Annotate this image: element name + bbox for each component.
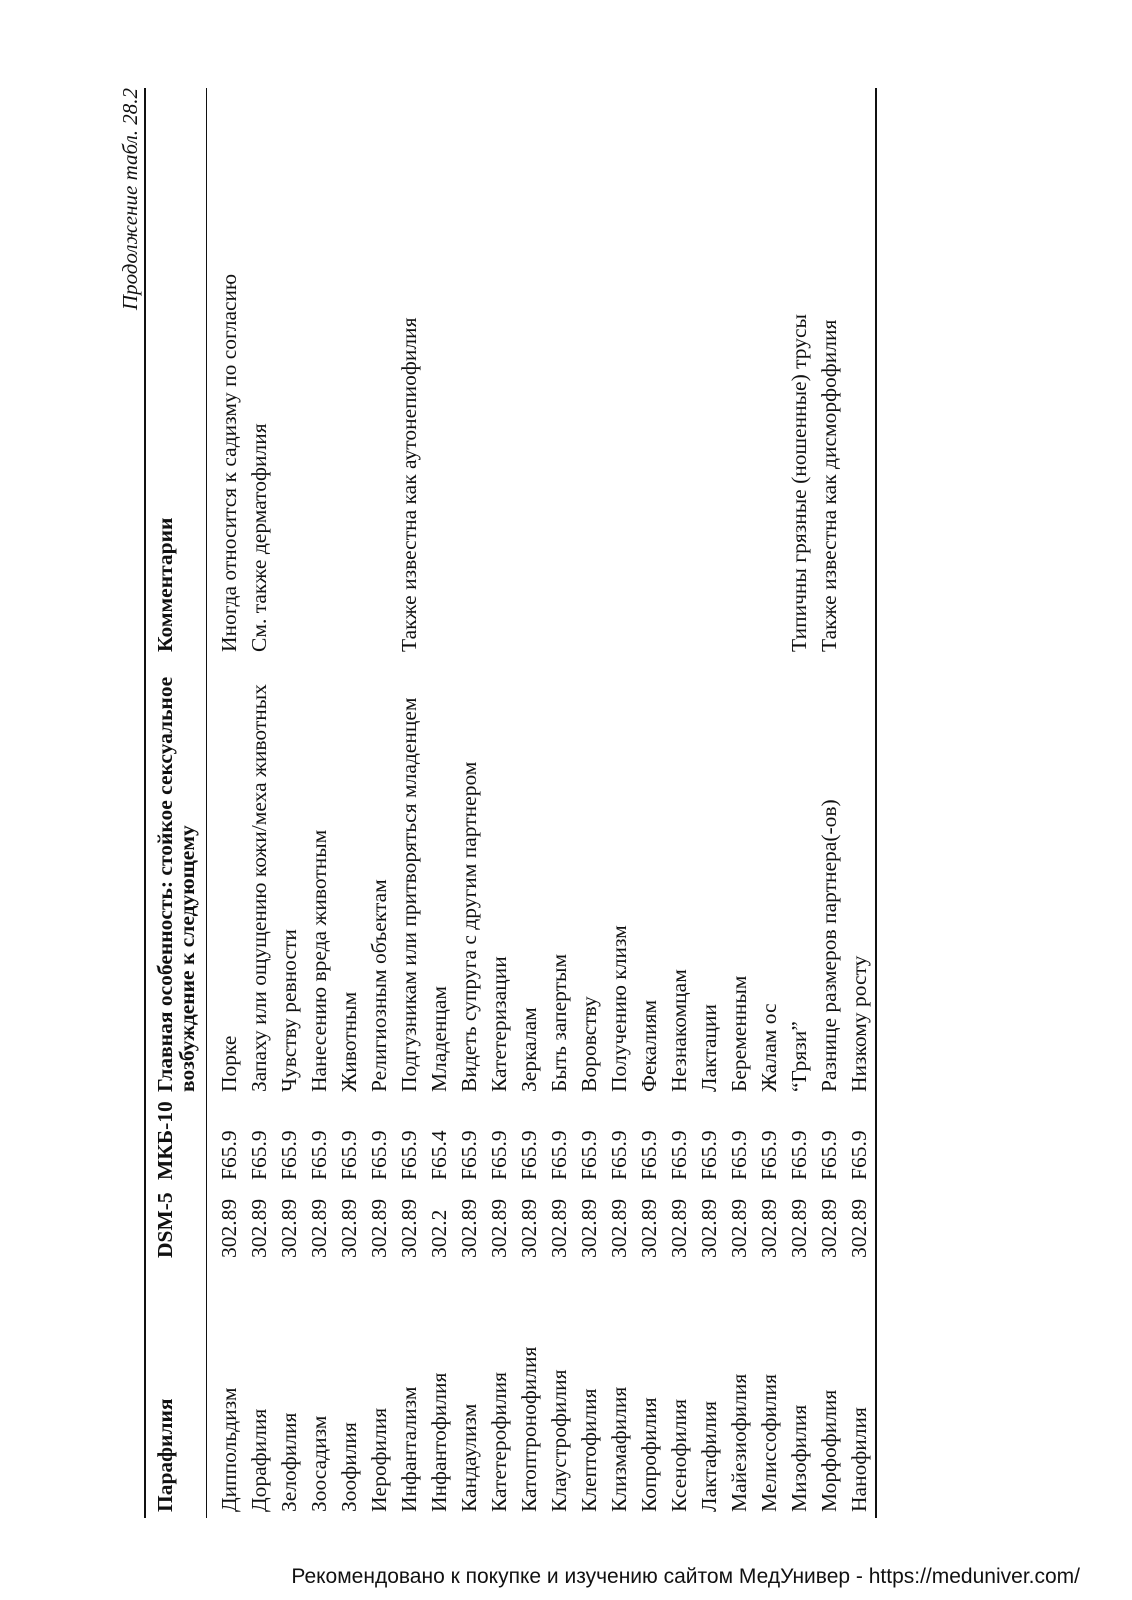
table-header-row [145,88,207,1518]
cell-dsm5: 302.89 [757,1198,781,1258]
cell-main-feature: Быть запертым [547,953,571,1092]
cell-dsm5: 302.89 [307,1198,331,1258]
cell-paraphilia: Кандаулизм [457,1403,481,1512]
table-row [515,88,545,1518]
cell-main-feature: Лактации [697,1003,721,1092]
cell-main-feature: Беременным [727,975,751,1092]
table-row [395,88,425,1518]
cell-paraphilia: Зелофилия [277,1412,301,1512]
cell-comment [725,88,755,658]
cell-paraphilia: Катетерофилия [487,1372,511,1512]
table-row [425,88,455,1518]
cell-comment [755,88,785,658]
cell-paraphilia: Копрофилия [637,1397,661,1512]
cell-icd10: F65.9 [607,1130,631,1180]
table-row [755,88,785,1518]
cell-paraphilia: Морфофилия [817,1389,841,1512]
cell-icd10: F65.9 [817,1130,841,1180]
cell-main-feature: Чувству ревности [277,929,301,1092]
cell-comment: Типичны грязные (ношенные) трусы [787,314,811,652]
cell-dsm5: 302.89 [607,1198,631,1258]
cell-dsm5: 302.89 [547,1198,571,1258]
cell-dsm5: 302.89 [577,1198,601,1258]
cell-comment [605,88,635,658]
cell-comment [455,88,485,658]
table-row [485,88,515,1518]
table-row [575,88,605,1518]
rotated-table-page [118,88,1008,1518]
table-row [635,88,665,1518]
cell-main-feature: Зеркалам [517,1007,541,1092]
cell-comment [545,88,575,658]
cell-icd10: F65.9 [247,1130,271,1180]
cell-comment [665,88,695,658]
cell-icd10: F65.9 [397,1130,421,1180]
cell-comment [695,88,725,658]
table-row [305,88,335,1518]
cell-dsm5: 302.89 [337,1198,361,1258]
table-row [725,88,755,1518]
cell-icd10: F65.4 [427,1130,451,1180]
cell-paraphilia: Инфантализм [397,1386,421,1512]
cell-comment: Иногда относится к садизму по согласию [217,273,241,652]
cell-dsm5: 302.89 [397,1198,421,1258]
cell-main-feature: Низкому росту [847,955,871,1092]
cell-paraphilia: Майезиофилия [727,1373,751,1512]
cell-paraphilia: Мелиссофилия [757,1373,781,1512]
cell-main-feature: Животным [337,991,361,1092]
cell-paraphilia: Диппольдизм [217,1387,241,1512]
cell-icd10: F65.9 [457,1130,481,1180]
cell-comment: Также известна как аутонепиофилия [397,317,421,652]
cell-icd10: F65.9 [337,1130,361,1180]
table-row [845,88,876,1518]
cell-paraphilia: Клизмафилия [607,1386,631,1512]
cell-dsm5: 302.89 [487,1198,511,1258]
table-row [245,88,275,1518]
cell-dsm5: 302.89 [787,1198,811,1258]
cell-comment [635,88,665,658]
cell-dsm5: 302.89 [277,1198,301,1258]
cell-paraphilia: Ксенофилия [667,1399,691,1512]
cell-dsm5: 302.89 [727,1198,751,1258]
cell-comment [275,88,305,658]
cell-dsm5: 302.89 [457,1198,481,1258]
cell-comment [515,88,545,658]
header-dsm5: DSM-5 [153,1192,177,1258]
cell-comment [365,88,395,658]
cell-main-feature: Фекалиям [637,999,661,1092]
cell-dsm5: 302.89 [517,1198,541,1258]
cell-comment [335,88,365,658]
table-row [815,88,845,1518]
cell-dsm5: 302.89 [247,1198,271,1258]
table-row [365,88,395,1518]
cell-dsm5: 302.89 [217,1198,241,1258]
cell-comment: См. также дерматофилия [247,423,271,652]
cell-icd10: F65.9 [367,1130,391,1180]
cell-icd10: F65.9 [787,1130,811,1180]
header-paraphilia: Парафилия [153,1398,177,1512]
cell-icd10: F65.9 [547,1130,571,1180]
cell-icd10: F65.9 [637,1130,661,1180]
cell-main-feature: Незнакомцам [667,969,691,1092]
table-row [207,88,246,1518]
cell-icd10: F65.9 [577,1130,601,1180]
header-main-feature: Главная особенность: стойкое сексуальное возбуждение к следующему [153,676,199,1092]
cell-paraphilia: Катоптронофилия [517,1346,541,1512]
cell-main-feature: Разнице размеров партнера(-ов) [817,799,841,1092]
table-row [545,88,575,1518]
cell-main-feature: “Грязи” [787,1021,811,1092]
paraphilia-table [144,88,877,1518]
footer-recommendation: Рекомендовано к покупке и изучению сайтом МедУнивер - https://meduniver.com/ [291,1565,1080,1588]
cell-paraphilia: Иерофилия [367,1407,391,1512]
cell-comment [485,88,515,658]
cell-dsm5: 302.89 [637,1198,661,1258]
cell-icd10: F65.9 [517,1130,541,1180]
cell-main-feature: Запаху или ощущению кожи/меха животных [247,684,271,1092]
table-row [455,88,485,1518]
cell-dsm5: 302.2 [427,1209,451,1258]
cell-icd10: F65.9 [277,1130,301,1180]
table-row [275,88,305,1518]
cell-icd10: F65.9 [697,1130,721,1180]
cell-main-feature: Младенцам [427,985,451,1092]
cell-dsm5: 302.89 [817,1198,841,1258]
table-continuation-caption: Продолжение табл. 28.2 [118,88,142,311]
cell-icd10: F65.9 [727,1130,751,1180]
cell-comment [305,88,335,658]
cell-icd10: F65.9 [217,1130,241,1180]
cell-main-feature: Получению клизм [607,925,631,1092]
cell-dsm5: 302.89 [847,1198,871,1258]
cell-icd10: F65.9 [307,1130,331,1180]
header-comments: Комментарии [153,517,177,652]
header-icd10: МКБ-10 [153,1101,177,1180]
cell-main-feature: Религиозным объектам [367,879,391,1092]
cell-paraphilia: Клаустрофилия [547,1369,571,1512]
table-row [605,88,635,1518]
cell-comment: Также известна как дисморфофилия [817,319,841,652]
cell-paraphilia: Лактафилия [697,1400,721,1512]
table-row [785,88,815,1518]
cell-paraphilia: Нанофилия [847,1407,871,1512]
cell-main-feature: Подгузникам или притворяться младенцем [397,697,421,1092]
cell-paraphilia: Зоосадизм [307,1415,331,1512]
cell-icd10: F65.9 [487,1130,511,1180]
cell-comment [575,88,605,658]
cell-main-feature: Видеть супруга с другим партнером [457,761,481,1092]
table-row [335,88,365,1518]
table-row [665,88,695,1518]
cell-main-feature: Катетеризации [487,956,511,1092]
cell-comment [845,88,876,658]
table-body [207,88,877,1518]
cell-paraphilia: Зоофилия [337,1422,361,1512]
cell-main-feature: Воровству [577,996,601,1092]
cell-icd10: F65.9 [667,1130,691,1180]
cell-main-feature: Нанесению вреда животным [307,829,331,1092]
cell-comment [425,88,455,658]
cell-paraphilia: Дорафилия [247,1408,271,1512]
cell-paraphilia: Мизофилия [787,1404,811,1512]
cell-dsm5: 302.89 [367,1198,391,1258]
cell-paraphilia: Инфантофилия [427,1372,451,1512]
cell-dsm5: 302.89 [667,1198,691,1258]
table-row [695,88,725,1518]
cell-icd10: F65.9 [757,1130,781,1180]
cell-main-feature: Порке [217,1035,241,1092]
cell-icd10: F65.9 [847,1130,871,1180]
cell-main-feature: Жалам ос [757,1003,781,1092]
cell-dsm5: 302.89 [697,1198,721,1258]
cell-paraphilia: Клептофилия [577,1388,601,1512]
